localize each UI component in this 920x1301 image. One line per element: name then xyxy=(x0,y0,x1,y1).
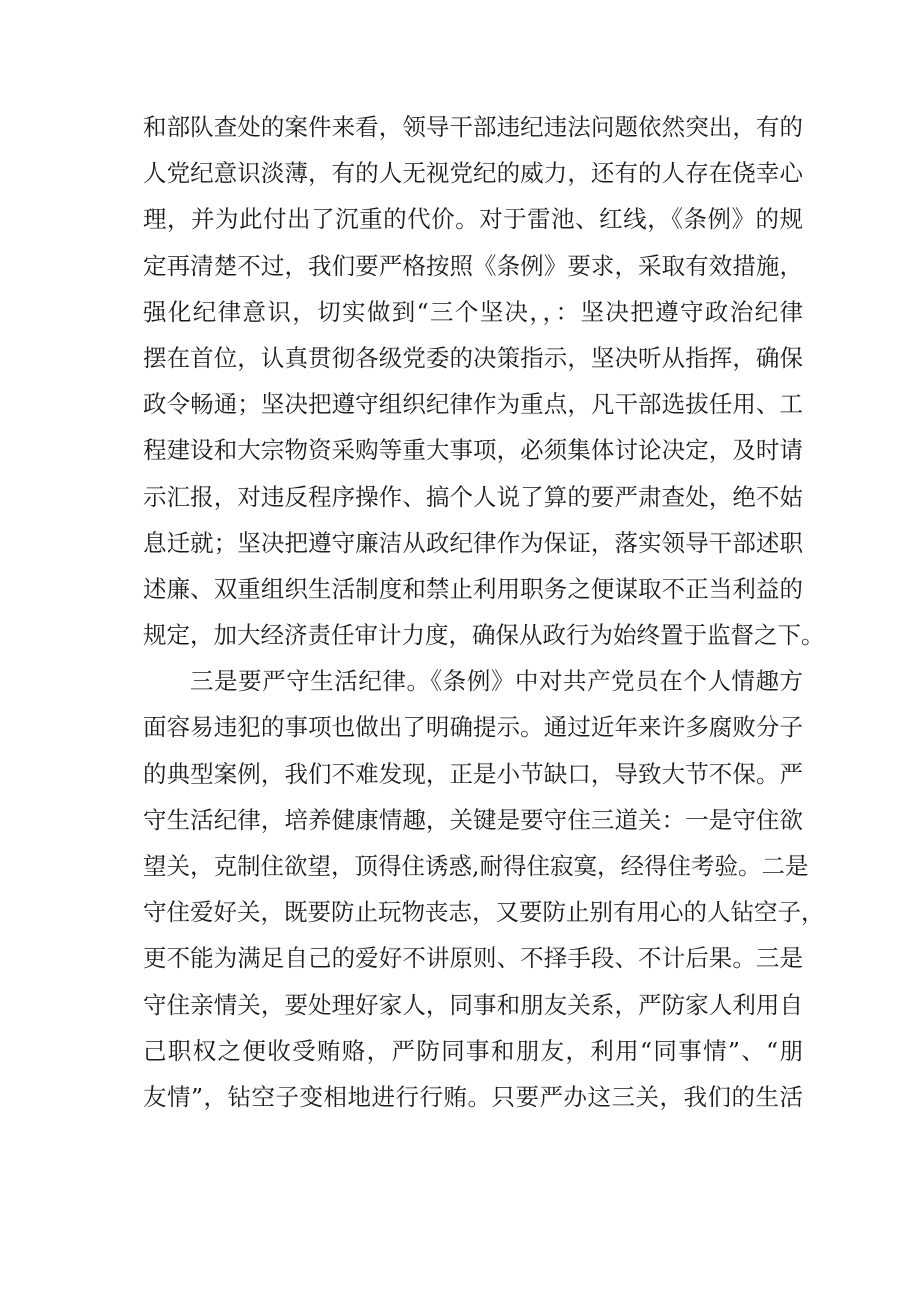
text-line: 面容易违犯的事项也做出了明确提示。通过近年来许多腐败分子 xyxy=(143,713,803,742)
text-line: 望关，克制住欲望，顶得住诱惑,耐得住寂寞，经得住考验。二是 xyxy=(143,852,809,880)
text-line: 守住亲情关，要处理好家人，同事和朋友关系，严防家人利用自 xyxy=(143,990,803,1019)
text-line: 的典型案例，我们不难发现，正是小节缺口，导致大节不保。严 xyxy=(143,759,803,788)
text-line: 定再清楚不过，我们要严格按照《条例》要求，采取有效措施， xyxy=(143,251,803,280)
text-line: 友情”，钻空子变相地进行行贿。只要严办这三关，我们的生活 xyxy=(143,1082,803,1111)
text-line: 守生活纪律，培养健康情趣，关键是要守住三道关：一是守住欲 xyxy=(143,805,803,834)
text-line: 理，并为此付出了沉重的代价。对于雷池、红线，《条例》的规 xyxy=(143,205,803,234)
text-line: 政令畅通；坚决把遵守组织纪律作为重点，凡干部选拔任用、工 xyxy=(143,390,803,419)
text-line: 述廉、双重组织生活制度和禁止利用职务之便谋取不正当利益的 xyxy=(143,574,803,603)
text-line: 示汇报，对违反程序操作、搞个人说了算的要严肃查处，绝不姑 xyxy=(143,482,803,511)
text-line: 规定，加大经济责任审计力度，确保从政行为始终置于监督之下。 xyxy=(143,621,825,650)
paragraph-start-line: 三是要严守生活纪律。《条例》中对共产党员在个人情趣方 xyxy=(190,667,803,696)
text-line: 程建设和大宗物资采购等重大事项，必须集体讨论决定，及时请 xyxy=(143,436,803,465)
text-line: 己职权之便收受贿赂，严防同事和朋友，利用“同事情”、“朋 xyxy=(143,1036,803,1065)
text-line: 更不能为满足自己的爱好不讲原则、不择手段、不计后果。三是 xyxy=(143,944,803,973)
text-line: 强化纪律意识，切实做到“三个坚决，，：坚决把遵守政治纪律 xyxy=(143,297,803,326)
text-line: 息迁就；坚决把遵守廉洁从政纪律作为保证，落实领导干部述职 xyxy=(143,528,803,557)
text-line: 摆在首位，认真贯彻各级党委的决策指示，坚决听从指挥，确保 xyxy=(143,343,803,372)
body-text xyxy=(143,104,825,1120)
text-line: 人党纪意识淡薄，有的人无视党纪的威力，还有的人存在侥幸心 xyxy=(143,159,803,188)
text-line: 和部队查处的案件来看，领导干部违纪违法问题依然突出，有的 xyxy=(143,113,803,141)
text-line: 守住爱好关，既要防止玩物丧志，又要防止别有用心的人钻空子， xyxy=(143,898,825,927)
